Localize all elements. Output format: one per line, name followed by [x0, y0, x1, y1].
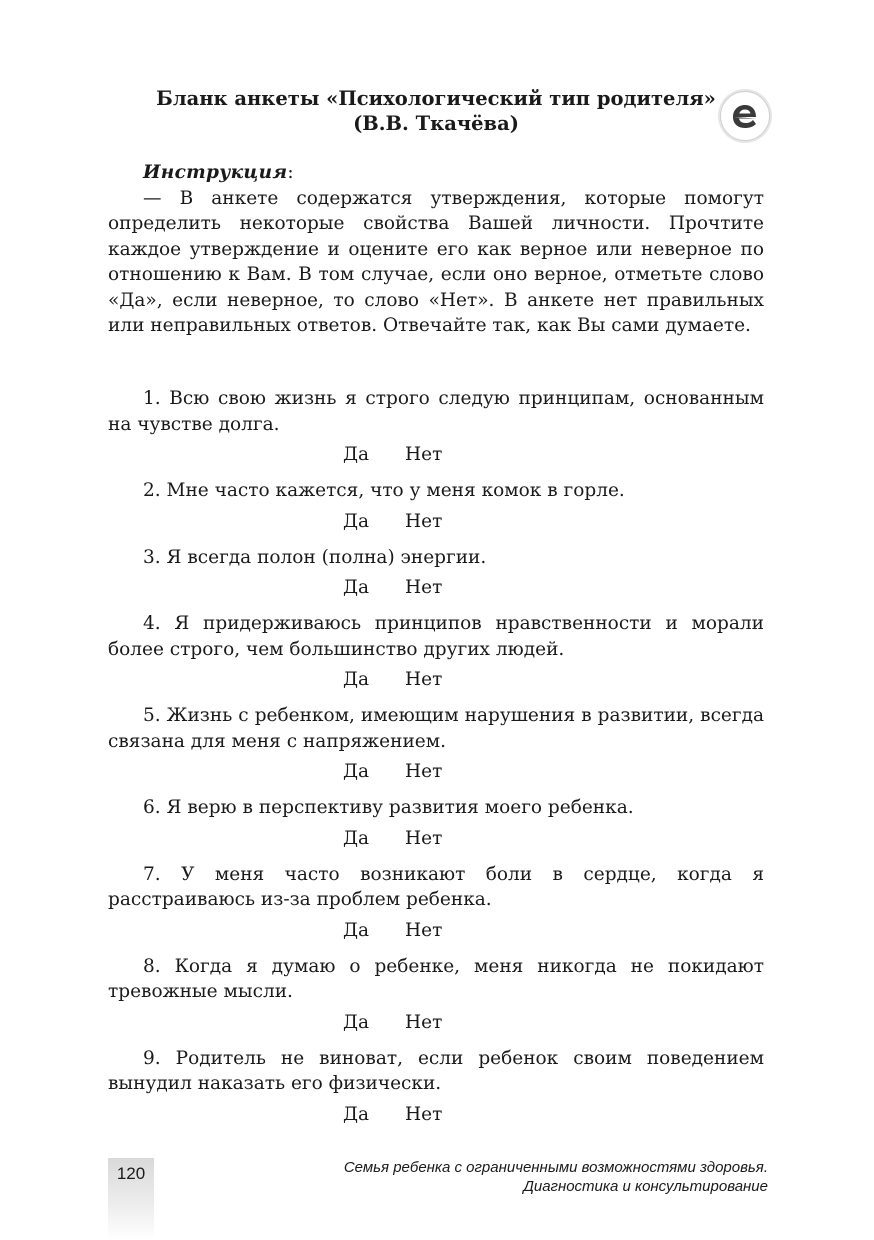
answer-options	[108, 918, 764, 946]
item-text: 9. Родитель не виноват, если ребенок своим поведением вынудил наказать его физически.	[108, 1047, 764, 1094]
book-title-line-2: Диагностика и консультирование	[523, 1178, 768, 1195]
answer-no[interactable]: Нет	[405, 1011, 443, 1033]
list-item	[108, 611, 764, 695]
answer-no[interactable]: Нет	[405, 444, 443, 465]
instruction-text: — В анкете содержатся утверждения, которые помогут определить некоторые свойства Вашей личности. Прочтите каждое утверждение и оцените его как верное или неверное по отношению к Вам. В том случае, если оно верное, отметьте слово «Да», если неверное, то слово «Нет». В анкете нет правильных или неправильных ответов. Отвечайте так, как Вы сами думаете.	[108, 187, 764, 336]
answer-options	[108, 759, 764, 787]
list-item	[108, 703, 764, 787]
item-text: 1. Всю свою жизнь я строго следую принципам, основанным на чувстве долга.	[108, 388, 764, 435]
item-text: 2. Мне часто кажется, что у меня комок в горле.	[143, 480, 625, 501]
answer-yes[interactable]: Да	[343, 919, 370, 941]
answer-no[interactable]: Нет	[405, 669, 443, 690]
answer-options	[108, 826, 764, 854]
answer-no[interactable]: Нет	[405, 827, 443, 849]
instruction-heading-colon: :	[287, 162, 294, 183]
answer-no[interactable]: Нет	[405, 1103, 443, 1125]
answer-options	[108, 1102, 764, 1130]
instruction-heading-text: Инструкция	[143, 162, 288, 183]
answer-yes[interactable]: Да	[343, 669, 370, 690]
instruction-block	[108, 160, 764, 339]
item-text: 8. Когда я думаю о ребенке, меня никогда не покидают тревожные мысли.	[108, 955, 764, 1002]
running-footer	[208, 1158, 768, 1196]
item-text: 6. Я верю в перспективу развития моего ребенка.	[143, 797, 634, 818]
e-resource-icon	[720, 91, 770, 141]
answer-yes[interactable]: Да	[343, 510, 370, 532]
item-text: 7. У меня часто возникают боли в сердце, когда я расстраиваюсь из-за проблем ребенка.	[108, 863, 764, 910]
item-text: 3. Я всегда полон (полна) энергии.	[143, 546, 487, 568]
list-item	[108, 386, 764, 470]
item-text: 4. Я придерживаюсь принципов нравственности и морали более строго, чем большинство других людей.	[108, 613, 764, 660]
item-text: 5. Жизнь с ребенком, имеющим нарушения в развитии, всегда связана для меня с напряжением.	[108, 705, 764, 752]
questionnaire-items	[108, 386, 764, 1138]
answer-options	[108, 1010, 764, 1038]
answer-yes[interactable]: Да	[343, 827, 370, 849]
answer-options	[108, 575, 764, 603]
answer-no[interactable]: Нет	[405, 577, 443, 598]
e-letter-icon	[728, 99, 762, 133]
page-title	[108, 86, 764, 136]
title-line-2: (В.В. Ткачёва)	[353, 112, 519, 135]
answer-options	[108, 442, 764, 470]
answer-options	[108, 667, 764, 695]
answer-yes[interactable]: Да	[343, 761, 370, 782]
title-line-1: Бланк анкеты «Психологический тип родителя»	[156, 87, 716, 110]
answer-options	[108, 509, 764, 537]
answer-yes[interactable]: Да	[343, 444, 370, 465]
answer-yes[interactable]: Да	[343, 1011, 370, 1033]
list-item	[108, 862, 764, 946]
page-number: 120	[116, 1164, 146, 1183]
list-item	[108, 478, 764, 537]
list-item	[108, 545, 764, 604]
list-item	[108, 954, 764, 1038]
answer-yes[interactable]: Да	[343, 577, 370, 598]
answer-no[interactable]: Нет	[405, 919, 443, 941]
answer-yes[interactable]: Да	[343, 1103, 370, 1125]
answer-no[interactable]: Нет	[405, 761, 443, 782]
list-item	[108, 795, 764, 854]
book-title-line-1: Семья ребенка с ограниченными возможностями здоровья.	[343, 1159, 768, 1176]
answer-no[interactable]: Нет	[405, 510, 443, 532]
instruction-heading	[108, 160, 764, 186]
list-item	[108, 1046, 764, 1130]
